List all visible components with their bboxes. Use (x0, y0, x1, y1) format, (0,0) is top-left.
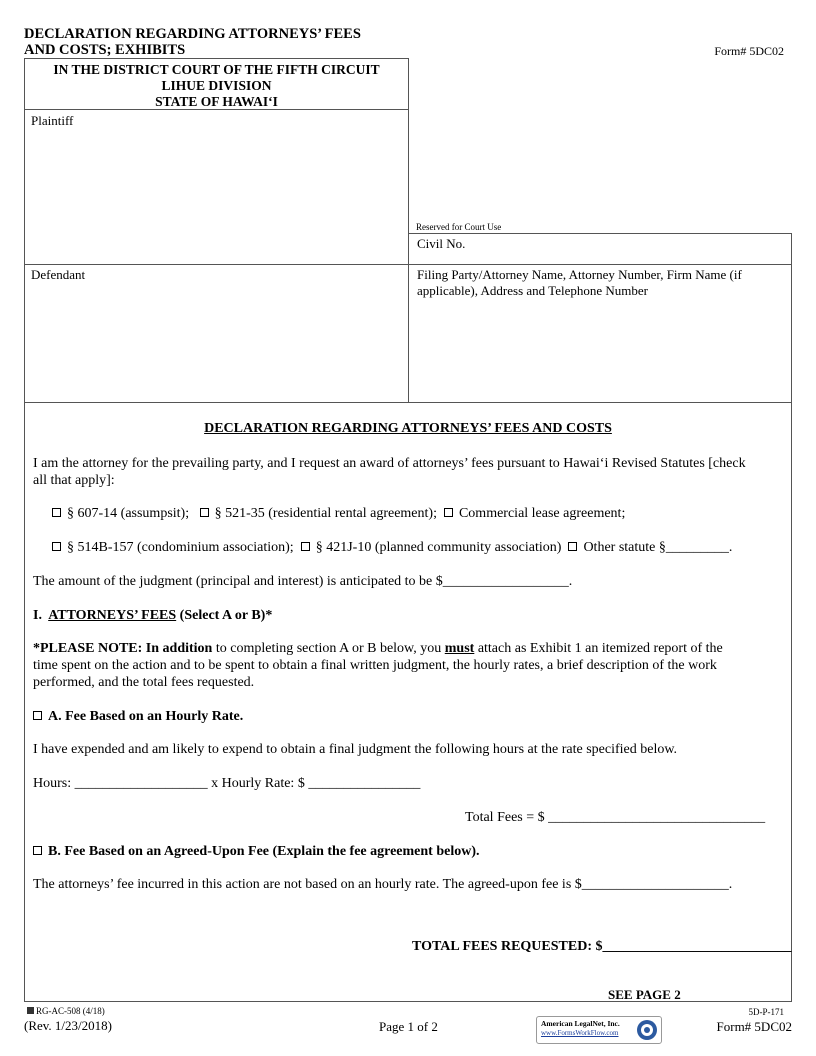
document-icon (27, 1007, 34, 1014)
hours-rate-line[interactable]: Hours: ___________________ x Hourly Rate: $ ________________ (33, 776, 421, 791)
see-page-2: SEE PAGE 2 (608, 987, 681, 1002)
globe-icon (635, 1018, 659, 1042)
form-number: Form# 5DC02 (714, 44, 784, 58)
section-i-heading (33, 607, 776, 624)
intro-paragraph (33, 455, 776, 489)
court-line2: LIHUE DIVISION (161, 78, 272, 93)
total-fees-line[interactable]: Total Fees = $ _______________________________ (465, 810, 766, 825)
american-legalnet-logo[interactable] (536, 1016, 662, 1044)
checkbox-icon (568, 542, 577, 551)
section-title: DECLARATION REGARDING ATTORNEYS’ FEES AND COSTS (204, 421, 612, 436)
civil-no-box[interactable] (408, 233, 792, 265)
checkbox-commercial-lease[interactable] (444, 506, 625, 521)
checkbox-421j-10[interactable] (301, 540, 562, 555)
note-bold: *PLEASE NOTE: In addition (33, 641, 213, 656)
please-note-paragraph (33, 640, 776, 691)
option-a-text: I have expended and am likely to expend to obtain a final judgment the following hours at the rate specified below. (33, 742, 678, 757)
statute-options-row1 (52, 505, 776, 522)
rg-code (27, 1006, 105, 1016)
checkbox-icon (200, 508, 209, 517)
checkbox-514b-157[interactable] (52, 540, 294, 555)
court-line1: IN THE DISTRICT COURT OF THE FIFTH CIRCUIT (53, 62, 380, 77)
defendant-label: Defendant (31, 267, 86, 282)
declaration-body-box (24, 402, 792, 1002)
section-i-number: I. (33, 608, 42, 623)
intro-line2: all that apply]: (33, 473, 115, 488)
page-number: Page 1 of 2 (379, 1019, 438, 1034)
filing-party-box[interactable] (408, 264, 792, 403)
judgment-amount-line[interactable]: The amount of the judgment (principal and interest) is anticipated to be $__________________. (33, 574, 573, 589)
checkbox-607-14[interactable] (52, 506, 189, 521)
option-421j-10: § 421J-10 (planned community association) (315, 540, 562, 555)
option-commercial-lease: Commercial lease agreement; (458, 506, 626, 521)
filing-party-label (409, 265, 791, 299)
option-514b-157: § 514B-157 (condominium association); (67, 540, 294, 555)
logo-name: American LegalNet, Inc. (541, 1019, 620, 1028)
checkbox-icon (444, 508, 453, 517)
note-line3: performed, and the total fees requested. (33, 675, 255, 690)
checkbox-icon (52, 508, 61, 517)
note-line2: time spent on the action and to be spent to obtain a final written judgment, the hourly rates, a brief description of the work (33, 658, 717, 673)
logo-url: www.FormsWorkFlow.com (541, 1029, 619, 1037)
rg-code-text: RG-AC-508 (4/18) (36, 1006, 105, 1016)
intro-line1: I am the attorney for the prevailing party, and I request an award of attorneys’ fees pursuant to Hawai‘i Revised Statutes [check (33, 456, 746, 471)
section-i-title: ATTORNEYS’ FEES (48, 608, 177, 623)
option-b-title: B. Fee Based on an Agreed-Upon Fee (Explain the fee agreement below). (48, 844, 480, 859)
note-text2: attach as Exhibit 1 an itemized report of the (474, 641, 723, 656)
option-b-heading[interactable] (33, 843, 776, 860)
option-other-statute: Other statute §_________. (583, 540, 733, 555)
court-name-box (24, 58, 409, 110)
form-code-right: 5D-P-171 (748, 1007, 784, 1017)
court-line3: STATE OF HAWAI‘I (155, 94, 278, 109)
option-b-text[interactable]: The attorneys’ fee incurred in this action are not based on an hourly rate. The agreed-upon fee is $_____________________. (33, 877, 733, 892)
statute-options-row2 (52, 539, 776, 556)
checkbox-icon (33, 711, 42, 720)
option-a-heading[interactable] (33, 708, 776, 725)
defendant-box[interactable] (24, 264, 409, 403)
checkbox-521-35[interactable] (200, 506, 437, 521)
section-i-select: (Select A or B)* (179, 608, 273, 623)
form-title (24, 26, 361, 58)
total-fees-requested[interactable]: TOTAL FEES REQUESTED: $___________________________ (412, 939, 792, 954)
plaintiff-box[interactable] (24, 109, 409, 265)
reserved-label: Reserved for Court Use (416, 222, 502, 232)
option-607-14: § 607-14 (assumpsit); (67, 506, 190, 521)
filing-party-line1: Filing Party/Attorney Name, Attorney Number, Firm Name (if (417, 267, 742, 282)
revision-date: (Rev. 1/23/2018) (24, 1018, 112, 1033)
checkbox-icon (33, 846, 42, 855)
note-text1: to completing section A or B below, you (212, 641, 445, 656)
form-title-line1: DECLARATION REGARDING ATTORNEYS’ FEES (24, 26, 361, 42)
checkbox-other-statute[interactable] (568, 540, 732, 555)
civil-no-label: Civil No. (417, 236, 466, 251)
filing-party-line2: applicable), Address and Telephone Number (417, 283, 648, 298)
option-a-title: A. Fee Based on an Hourly Rate. (48, 709, 244, 724)
checkbox-icon (52, 542, 61, 551)
plaintiff-label: Plaintiff (31, 113, 74, 128)
form-title-line2: AND COSTS; EXHIBITS (24, 42, 186, 58)
option-521-35: § 521-35 (residential rental agreement); (214, 506, 437, 521)
note-must: must (444, 641, 475, 656)
note-line1 (33, 640, 776, 657)
form-number-footer: Form# 5DC02 (716, 1019, 792, 1034)
checkbox-icon (301, 542, 310, 551)
